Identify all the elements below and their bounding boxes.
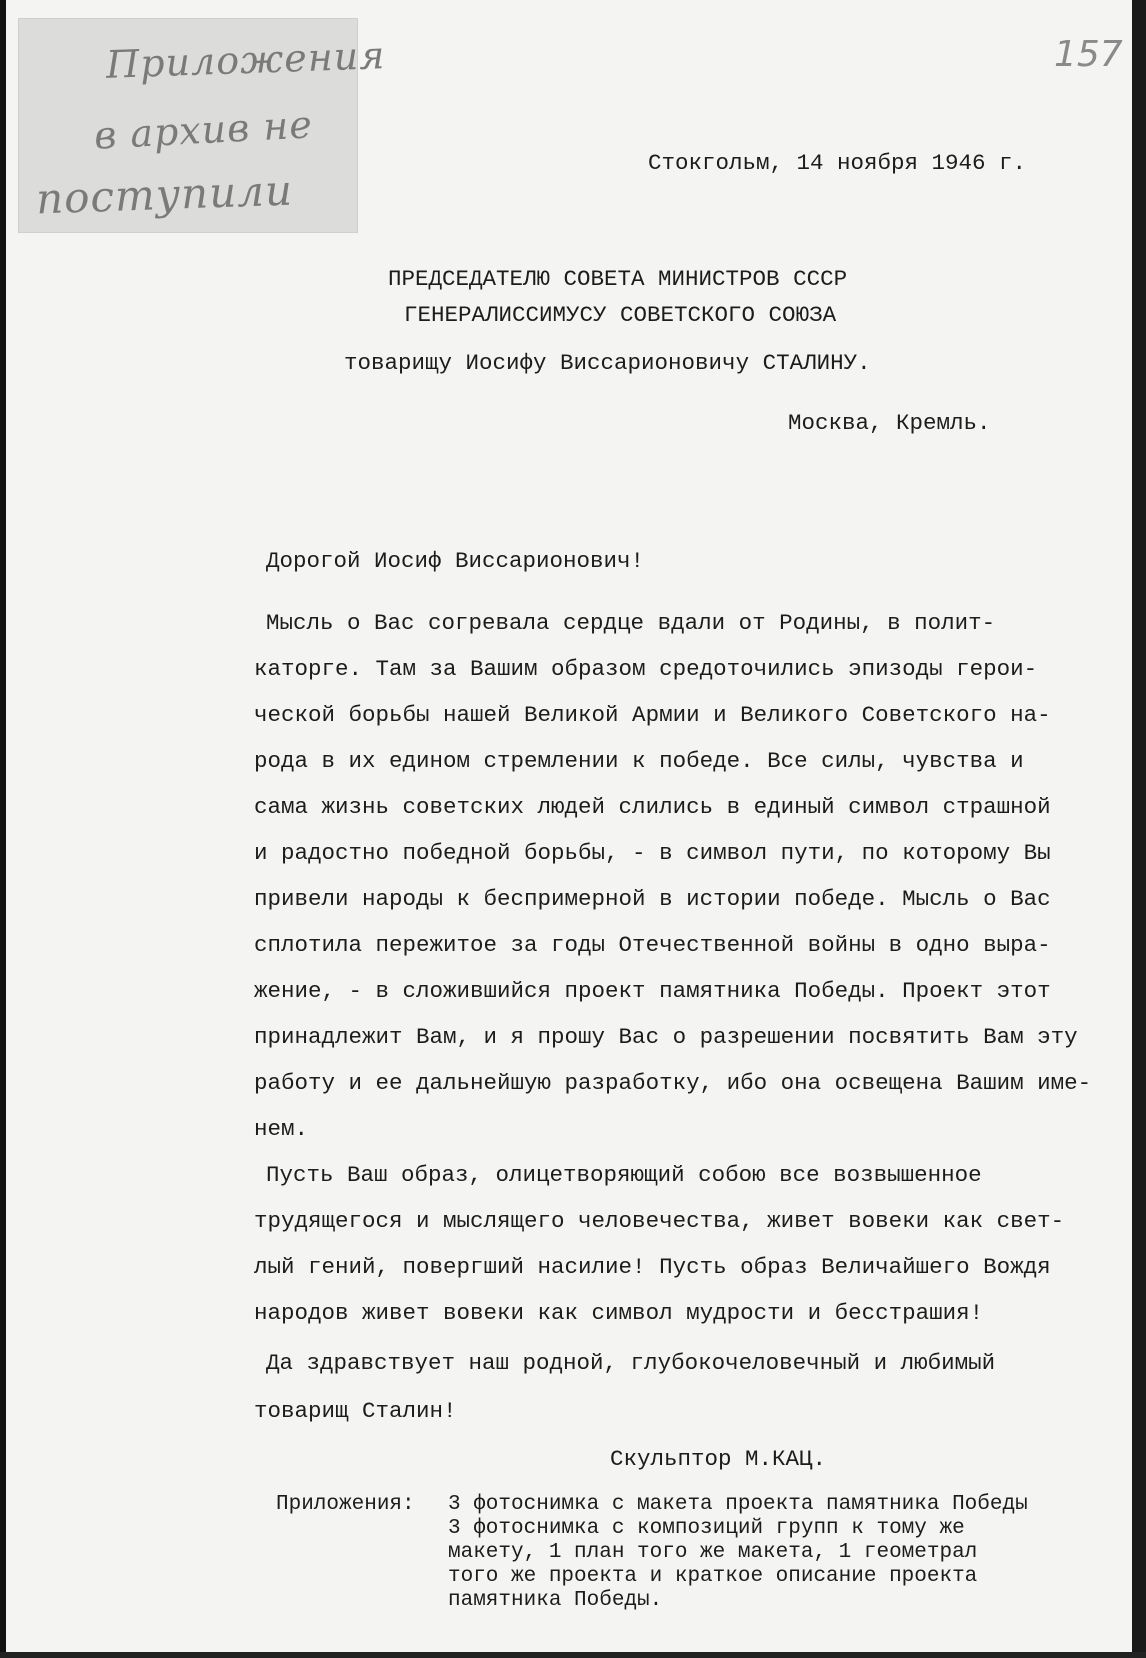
body-line: Пусть Ваш образ, олицетворяющий собою все возвышенное	[266, 1162, 982, 1188]
salutation: Дорогой Иосиф Виссарионович!	[266, 548, 645, 574]
scan-edge-right	[1132, 0, 1146, 1658]
body-line: принадлежит Вам, и я прошу Вас о разрешении посвятить Вам эту	[254, 1024, 1078, 1050]
body-line: и радостно победной борьбы, - в символ пути, по которому Вы	[254, 840, 1051, 866]
attachments-label: Приложения:	[276, 1493, 415, 1516]
body-line: сама жизнь советских людей слились в единый символ страшной	[254, 794, 1051, 820]
body-line: сплотила пережитое за годы Отечественной войны в одно выра-	[254, 932, 1051, 958]
addressee-line-1: ПРЕДСЕДАТЕЛЮ СОВЕТА МИНИСТРОВ СССР	[388, 266, 848, 292]
margin-note-line-2: в архив не	[92, 102, 314, 158]
scan-edge-bottom	[0, 1652, 1146, 1658]
attachment-line: 3 фотоснимка с макета проекта памятника Победы	[448, 1493, 1028, 1516]
attachment-line: памятника Победы.	[448, 1589, 663, 1612]
scan-edge-left	[0, 0, 6, 1658]
margin-note-line-1: Приложения	[105, 33, 387, 87]
letter-page	[6, 0, 1132, 1652]
page-number: 157	[1054, 34, 1123, 75]
addressee-city: Москва, Кремль.	[788, 410, 991, 436]
body-line: Мысль о Вас согревала сердце вдали от Родины, в полит-	[266, 610, 996, 636]
attachment-line: того же проекта и краткое описание проекта	[448, 1565, 978, 1588]
signature: Скульптор М.КАЦ.	[610, 1446, 827, 1472]
body-line: трудящегося и мыслящего человечества, живет вовеки как свет-	[254, 1208, 1065, 1234]
body-line: народов живет вовеки как символ мудрости и бесстрашия!	[254, 1300, 984, 1326]
attachment-line: макету, 1 план того же макета, 1 геометрал	[448, 1541, 978, 1564]
body-line: Да здравствует наш родной, глубокочеловечный и любимый	[266, 1350, 996, 1376]
body-line: ческой борьбы нашей Великой Армии и Великого Советского на-	[254, 702, 1051, 728]
addressee-line-3: товарищу Иосифу Виссарионовичу СТАЛИНУ.	[344, 350, 871, 376]
body-line: нем.	[254, 1116, 309, 1142]
body-line: лый гений, повергший насилие! Пусть образ Величайшего Вождя	[254, 1254, 1051, 1280]
addressee-line-2: ГЕНЕРАЛИССИМУСУ СОВЕТСКОГО СОЮЗА	[404, 302, 837, 328]
body-line: каторге. Там за Вашим образом средоточились эпизоды герои-	[254, 656, 1038, 682]
body-line: рода в их едином стремлении к победе. Все силы, чувства и	[254, 748, 1024, 774]
body-line: привели народы к беспримерной в истории победе. Мысль о Вас	[254, 886, 1051, 912]
date-line: Стокгольм, 14 ноября 1946 г.	[648, 150, 1027, 176]
attachment-line: 3 фотоснимка с композиций групп к тому же	[448, 1517, 965, 1540]
margin-note-line-3: поступили	[35, 165, 294, 224]
body-line: товарищ Сталин!	[254, 1398, 457, 1424]
body-line: работу и ее дальнейшую разработку, ибо она освещена Вашим име-	[254, 1070, 1092, 1096]
body-line: жение, - в сложившийся проект памятника Победы. Проект этот	[254, 978, 1051, 1004]
